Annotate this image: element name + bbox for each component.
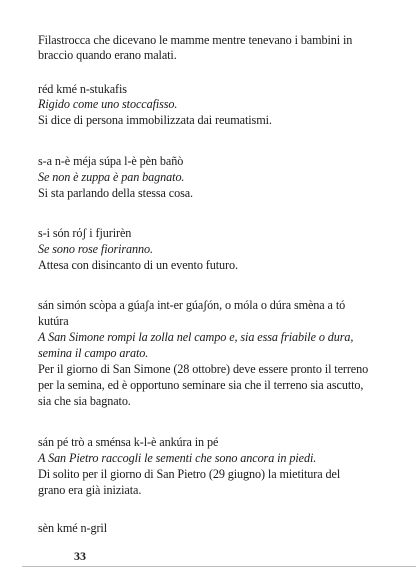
entry-4-note-line-1: Per il giorno di San Simone (28 ottobre) deve essere pronto il terreno (38, 362, 369, 376)
entry-4-translation-line-2: semina il campo arato. (38, 346, 149, 360)
bottom-rule (22, 566, 416, 567)
page-number: 33 (74, 549, 86, 563)
entry-5-note-line-1: Di solito per il giorno di San Pietro (29 giugno) la mietitura del (38, 467, 341, 481)
entry-4-note-line-3: sia che sia bagnato. (38, 394, 131, 408)
entry-3-note: Attesa con disincanto di un evento futuro. (38, 258, 238, 272)
entry-6-dialect: sèn kmé n-gril (38, 521, 107, 535)
entry-1-translation: Rigido come uno stoccafisso. (38, 97, 178, 111)
entry-4-dialect-line-1: sán simón scὸpa a gúaʃa int-er gúaʃón, o móla o dúra smèna a tó (38, 298, 346, 312)
entry-5-translation: A San Pietro raccogli le sementi che sono ancora in piedi. (38, 451, 317, 465)
entry-5-dialect: sán pé trò a sménsa k-l-è ankúra in pé (38, 435, 219, 449)
entry-3-translation: Se sono rose fioriranno. (38, 242, 153, 256)
intro-line-1: Filastrocca che dicevano le mamme mentre tenevano i bambini in (38, 33, 353, 47)
entry-5-note-line-2: grano era già iniziata. (38, 483, 142, 497)
entry-3-dialect: s-i són rόʃ i fjurirèn (38, 226, 132, 240)
entry-4-translation-line-1: A San Simone rompi la zolla nel campo e, sia essa friabile o dura, (38, 330, 354, 344)
entry-1-note: Si dice di persona immobilizzata dai reumatismi. (38, 113, 272, 127)
entry-2-note: Si sta parlando della stessa cosa. (38, 186, 193, 200)
intro-line-2: braccio quando erano malati. (38, 48, 177, 62)
entry-2-dialect: s-a n-è méja súpa l-è pèn bañò (38, 154, 184, 168)
entry-2-translation: Se non è zuppa è pan bagnato. (38, 170, 185, 184)
entry-1-dialect: réd kmé n-stukafis (38, 82, 127, 96)
entry-4-note-line-2: per la semina, ed è opportuno seminare sia che il terreno sia ascutto, (38, 378, 364, 392)
entry-4-dialect-line-2: kutúra (38, 314, 69, 328)
